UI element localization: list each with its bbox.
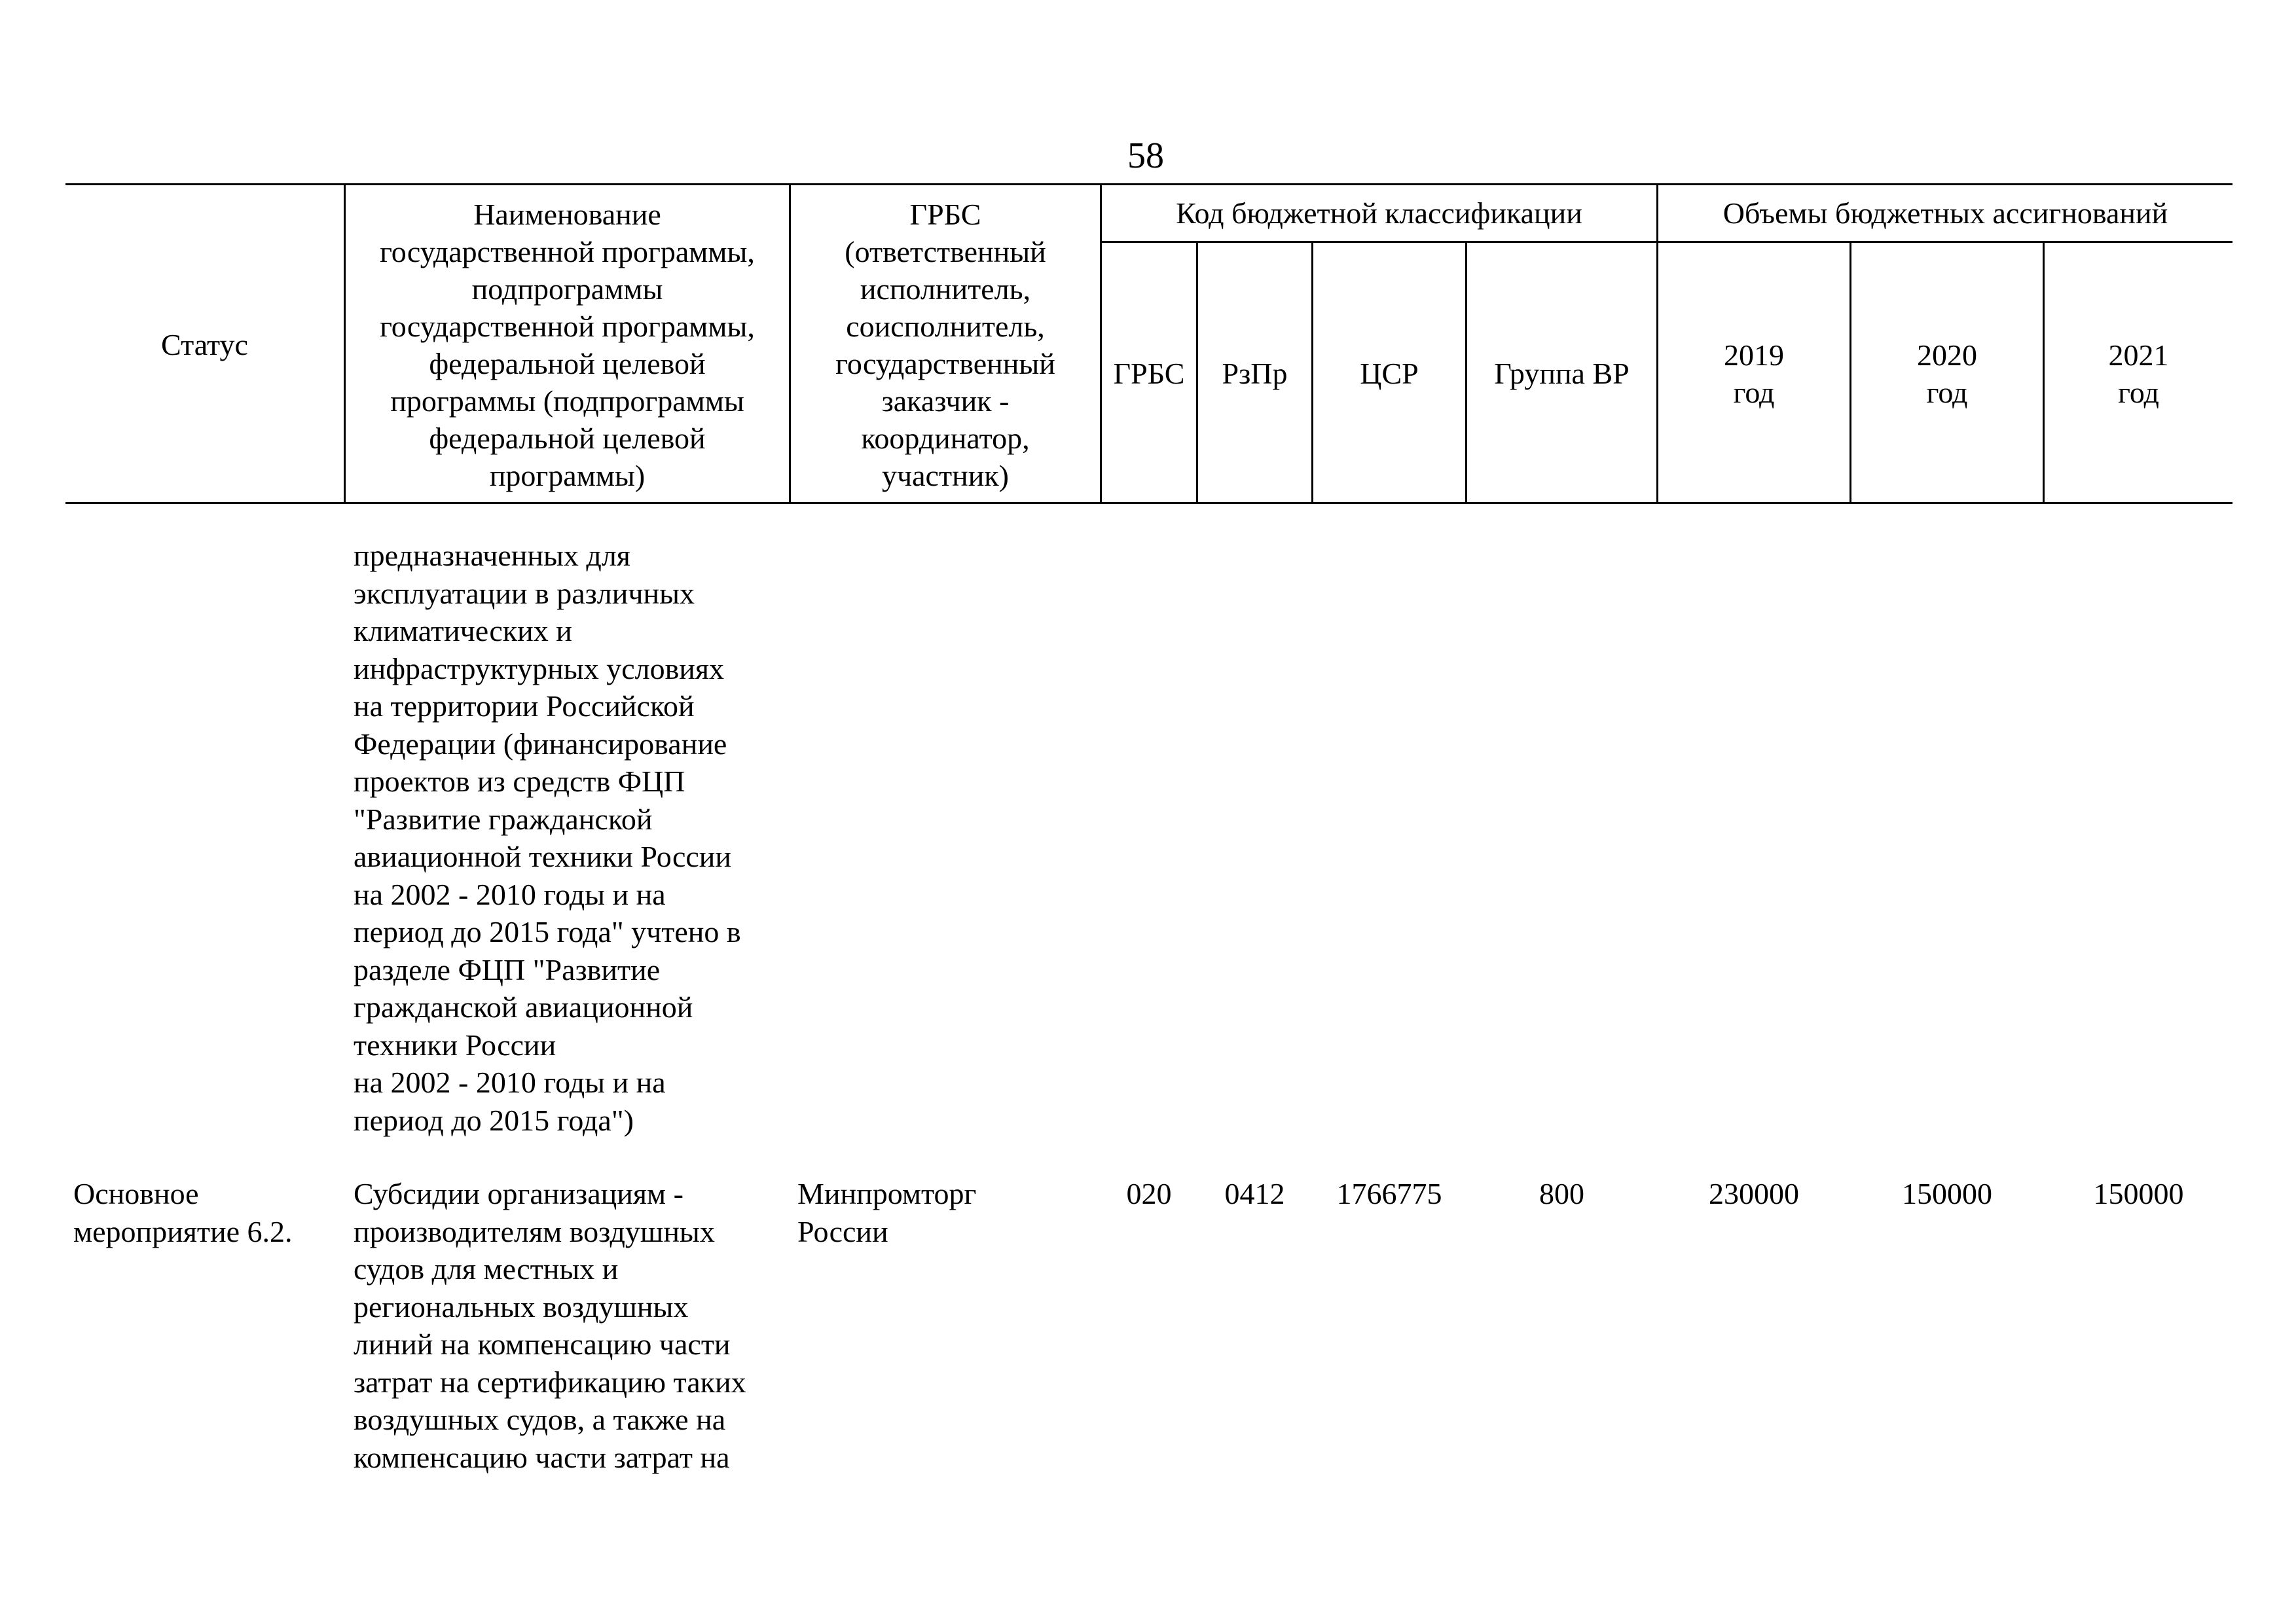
header-group-vr: Группа ВР: [1494, 357, 1630, 390]
page-number: 58: [1127, 135, 1164, 176]
header-year-2020: 2020 год: [1917, 338, 1977, 409]
row-year-2021: 150000: [2093, 1177, 2184, 1210]
header-grbs: ГРБС: [1113, 357, 1185, 390]
header-rzpr: РзПр: [1222, 357, 1288, 390]
header-csr: ЦСР: [1360, 357, 1419, 390]
table-header: [65, 183, 2232, 504]
row-executor: Минпромторг России: [797, 1177, 977, 1248]
row-rzpr: 0412: [1224, 1177, 1285, 1210]
header-status: Статус: [161, 328, 248, 361]
row-year-2019: 230000: [1709, 1177, 1799, 1210]
row-csr: 1766775: [1336, 1177, 1442, 1210]
header-responsible: ГРБС (ответственный исполнитель, соисполнитель, государственный заказчик - координатор, участник): [835, 197, 1055, 492]
row-group-vr: 800: [1539, 1177, 1584, 1210]
header-program-name: Наименование государственной программы, подпрограммы государственной программы, федеральной целевой программы (подпрограммы федеральной целевой программы): [380, 197, 755, 492]
row-year-2020: 150000: [1902, 1177, 1992, 1210]
row-name: Субсидии организациям - производителям воздушных судов для местных и региональных воздушных линий на компенсацию части затрат на сертификацию таких воздушных судов, а также на компенсацию части затрат на: [354, 1177, 746, 1474]
header-year-2021: 2021 год: [2108, 338, 2169, 409]
header-budget-group: Объемы бюджетных ассигнований: [1722, 196, 2168, 230]
header-year-2019: 2019 год: [1724, 338, 1784, 409]
row-status: Основное мероприятие 6.2.: [73, 1177, 293, 1248]
header-kbk-group: Код бюджетной классификации: [1176, 196, 1582, 230]
row-grbs: 020: [1126, 1177, 1172, 1210]
continuation-text: предназначенных для эксплуатации в различных климатических и инфраструктурных условиях на территории Российской Федерации (финансирование проектов из средств ФЦП "Развитие гражданской авиационной техники России на 2002 - 2010 годы и на период до 2015 года" учтено в разделе ФЦП "Развитие гражданской авиационной техники России на 2002 - 2010 годы и на период до 2015 года"): [354, 539, 741, 1137]
